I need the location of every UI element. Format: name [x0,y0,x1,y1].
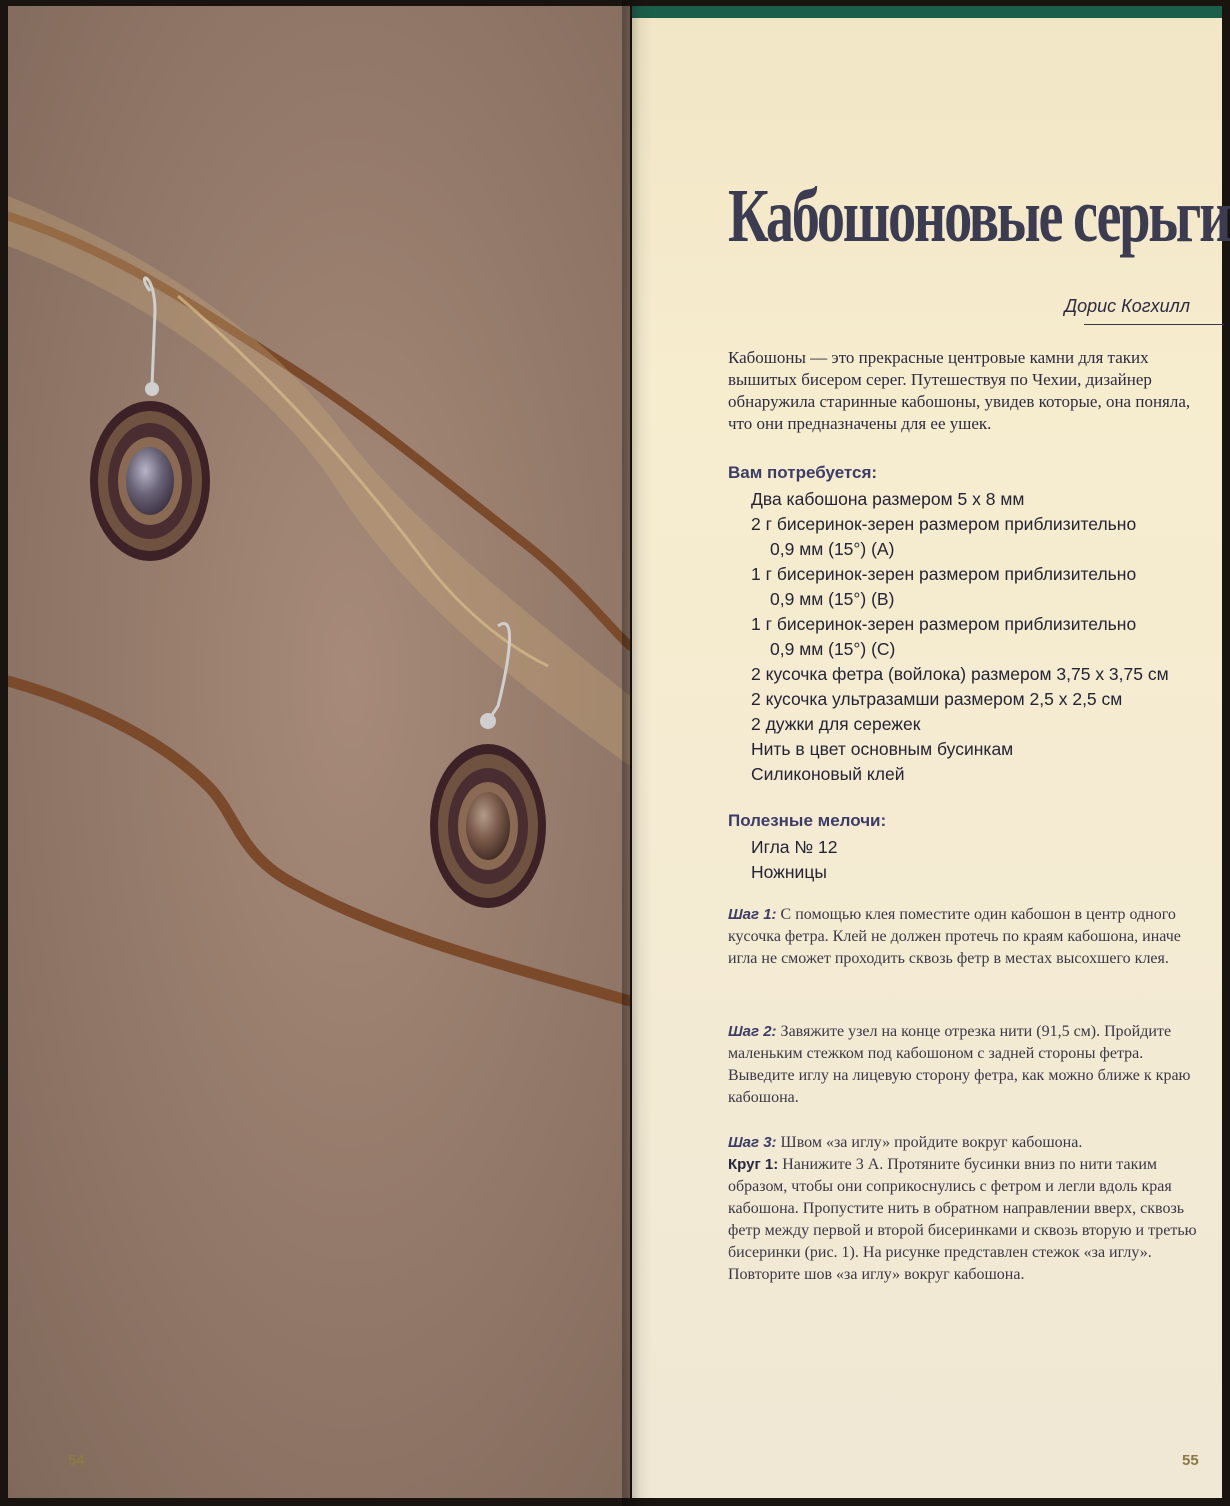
list-item: Нить в цвет основным бусинкам [751,739,1014,759]
list-item: 2 дужки для сережек [751,714,921,734]
step-1-label: Шаг 1: [728,906,777,923]
circle-1-label: Круг 1: [728,1156,779,1173]
page-number: 55 [1182,1452,1199,1469]
list-item: 1 г бисеринок-зерен размером приблизительно [751,614,1137,634]
step-3-label: Шаг 3: [728,1134,777,1151]
earrings-photo [8,6,630,1498]
list-item: Силиконовый клей [751,764,905,784]
author-name: Дорис Когхилл [1064,296,1190,316]
intro-paragraph: Кабошоны — это прекрасные центровые камни для таких вышитых бисером серег. Путешествуя по Чехии, дизайнер обнаружила старинные кабошоны, увидев которые, она поняла, что они предназначены для ее ушек. [728,348,1191,433]
list-item: Игла № 12 [751,837,838,857]
step-2-label: Шаг 2: [728,1023,777,1040]
list-item: 2 кусочка ультразамши размером 2,5 х 2,5 см [751,689,1123,709]
step-1 [728,904,1208,970]
step-3 [728,1132,1208,1286]
list-item: 2 г бисеринок-зерен размером приблизительно [751,514,1137,534]
materials-heading: Вам потребуется: [728,463,878,482]
tools-heading: Полезные мелочи: [728,811,887,830]
list-item: 0,9 мм (15°) (В) [770,589,895,609]
list-item: 0,9 мм (15°) (С) [770,639,896,659]
page-title: Кабошоновые серьги [728,174,1230,258]
list-item: 0,9 мм (15°) (А) [770,539,895,559]
list-item: Ножницы [751,862,827,882]
step-2 [728,1021,1208,1109]
list-item: Два кабошона размером 5 х 8 мм [751,489,1025,509]
left-page [8,6,630,1498]
top-color-strip [632,6,1222,18]
list-item: 2 кусочка фетра (войлока) размером 3,75 х 3,75 см [751,664,1169,684]
step-1-text: С помощью клея поместите один кабошон в центр одного кусочка фетра. Клей не должен протечь по краям кабошона, иначе игла не сможет проходить сквозь фетр в местах высохшего клея. [728,906,1181,967]
circle-1-text: Нанижите 3 А. Протяните бусинки вниз по нити таким образом, чтобы они соприкоснулись с фетром и легли вдоль края кабошона. Пропустите нить в обратном направлении вверх, сквозь фетр между первой и второй бисеринками и сквозь вторую и третью бисеринки (рис. 1). На рисунке представлен стежок «за иглу». Повторите шов «за иглу» вокруг кабошона. [728,1156,1197,1283]
author-divider [1084,324,1224,325]
step-3-text: Швом «за иглу» пройдите вокруг кабошона. [776,1134,1083,1151]
list-item: 1 г бисеринок-зерен размером приблизительно [751,564,1137,584]
page-number: 54 [68,1452,85,1469]
step-2-text: Завяжите узел на конце отрезка нити (91,5 см). Пройдите маленьким стежком под кабошоном с задней стороны фетра. Выведите иглу на лицевую сторону фетра, как можно ближе к краю кабошона. [728,1023,1191,1106]
right-page [632,6,1230,1498]
page-gutter [622,0,652,1506]
